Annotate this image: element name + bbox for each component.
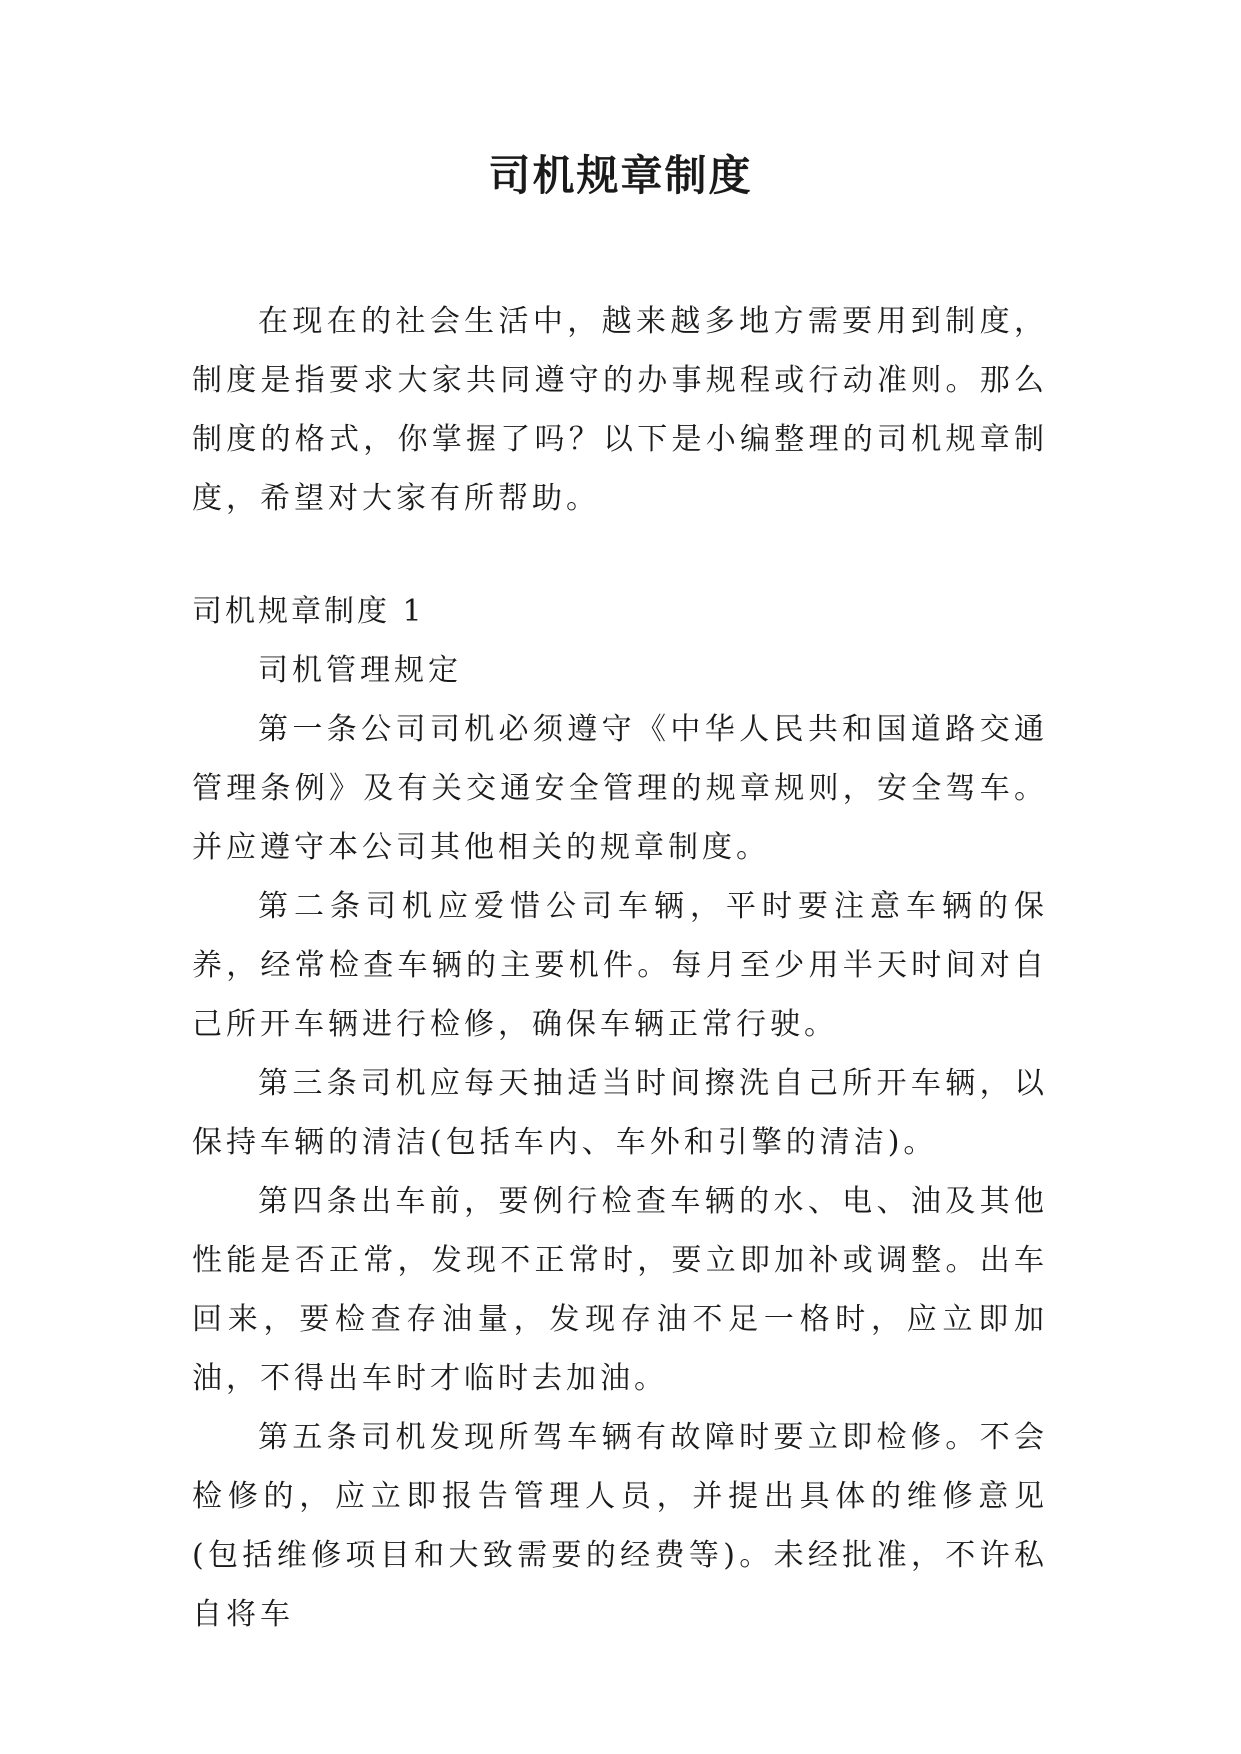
subheading: 司机管理规定 [258, 653, 462, 688]
document-title: 司机规章制度 [488, 151, 753, 200]
section-heading: 司机规章制度 1 [192, 594, 425, 629]
article-3: 第三条司机应每天抽适当时间擦洗自己所开车辆，以保持车辆的清洁(包括车内、车外和引擎的清洁)。 [192, 1066, 1048, 1160]
document-body [192, 292, 1048, 1644]
article-2: 第二条司机应爱惜公司车辆，平时要注意车辆的保养，经常检查车辆的主要机件。每月至少用半天时间对自己所开车辆进行检修，确保车辆正常行驶。 [192, 889, 1048, 1042]
article-5: 第五条司机发现所驾车辆有故障时要立即检修。不会检修的，应立即报告管理人员，并提出具体的维修意见(包括维修项目和大致需要的经费等)。未经批准，不许私自将车 [192, 1420, 1048, 1632]
intro-paragraph: 在现在的社会生活中，越来越多地方需要用到制度，制度是指要求大家共同遵守的办事规程或行动准则。那么制度的格式，你掌握了吗？以下是小编整理的司机规章制度，希望对大家有所帮助。 [192, 304, 1048, 516]
article-4: 第四条出车前，要例行检查车辆的水、电、油及其他性能是否正常，发现不正常时，要立即加补或调整。出车回来，要检查存油量，发现存油不足一格时，应立即加油，不得出车时才临时去加油。 [192, 1184, 1048, 1396]
article-1: 第一条公司司机必须遵守《中华人民共和国道路交通管理条例》及有关交通安全管理的规章规则，安全驾车。并应遵守本公司其他相关的规章制度。 [192, 712, 1048, 865]
